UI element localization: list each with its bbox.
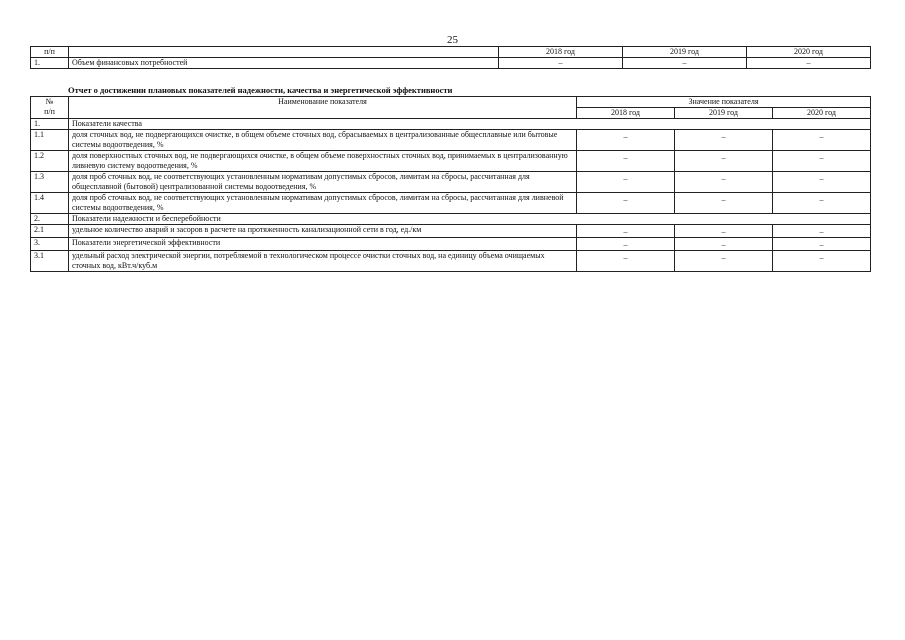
indicator-value: – xyxy=(577,193,675,214)
indicator-value: – xyxy=(773,225,871,238)
row-number: 2. xyxy=(31,214,69,225)
indicator-value: – xyxy=(577,251,675,272)
page-number: 25 xyxy=(447,34,458,46)
col-number-header xyxy=(31,97,69,119)
indicator-value: – xyxy=(577,238,675,251)
finance-col-num: п/п xyxy=(31,47,69,58)
indicator-value: – xyxy=(675,151,773,172)
indicator-value: – xyxy=(773,130,871,151)
finance-row-2020: – xyxy=(747,58,871,69)
indicator-value: – xyxy=(675,238,773,251)
row-number: 1.3 xyxy=(31,172,69,193)
group-heading: Показатели надежности и бесперебойности xyxy=(69,214,871,225)
table-row xyxy=(31,172,871,193)
indicator-name: удельный расход электрической энергии, потребляемой в технологическом процессе очистки сточных вод, на единицу объема очищаемых сточных вод, кВт.ч/куб.м xyxy=(69,251,577,272)
table-row xyxy=(31,251,871,272)
row-number: 2.1 xyxy=(31,225,69,238)
finance-col-name xyxy=(69,47,499,58)
table-row xyxy=(31,238,871,251)
col-year-2019: 2019 год xyxy=(675,108,773,119)
indicator-value: – xyxy=(577,130,675,151)
table-row xyxy=(31,151,871,172)
indicator-value: – xyxy=(773,151,871,172)
table-row xyxy=(31,214,871,225)
indicator-value: – xyxy=(675,193,773,214)
indicator-value: – xyxy=(577,172,675,193)
finance-col-2018: 2018 год xyxy=(499,47,623,58)
group-heading: Показатели качества xyxy=(69,119,871,130)
finance-col-2020: 2020 год xyxy=(747,47,871,58)
indicator-name: доля проб сточных вод, не соответствующих установленным нормативам допустимых сбросов, лимитам на сбросы, рассчитанная для общесплавной (бытовой) централизованной системы водоотведения, % xyxy=(69,172,577,193)
indicators-body xyxy=(31,119,871,272)
col-year-2020: 2020 год xyxy=(773,108,871,119)
indicator-value: – xyxy=(773,193,871,214)
row-number: 1. xyxy=(31,119,69,130)
indicator-name: Показатели энергетической эффективности xyxy=(69,238,577,251)
finance-row-name: Объем финансовых потребностей xyxy=(69,58,499,69)
table-row xyxy=(31,225,871,238)
table-row xyxy=(31,193,871,214)
indicator-value: – xyxy=(773,238,871,251)
indicator-value: – xyxy=(675,251,773,272)
col-number-line1: № xyxy=(45,97,54,106)
row-number: 1.2 xyxy=(31,151,69,172)
col-name-header: Наименование показателя xyxy=(69,97,577,119)
finance-row-2018: – xyxy=(499,58,623,69)
indicator-name: доля поверхностных сточных вод, не подвергающихся очистке, в общем объеме поверхностных сточных вод, принимаемых в централизованную ливневую систему водоотведения, % xyxy=(69,151,577,172)
indicators-header-row xyxy=(31,97,871,108)
col-year-2018: 2018 год xyxy=(577,108,675,119)
report-title: Отчет о достижении плановых показателей надежности, качества и энергетической эффективности xyxy=(68,85,453,95)
indicator-name: доля сточных вод, не подвергающихся очистке, в общем объеме сточных вод, сбрасываемых в централизованные общесплавные или бытовые системы водоотведения, % xyxy=(69,130,577,151)
table-row xyxy=(31,130,871,151)
row-number: 1.1 xyxy=(31,130,69,151)
indicator-value: – xyxy=(773,251,871,272)
indicator-name: доля проб сточных вод, не соответствующих установленным нормативам допустимых сбросов, лимитам на сбросы, рассчитанная для ливневой системы водоотведения, % xyxy=(69,193,577,214)
indicator-name: удельное количество аварий и засоров в расчете на протяженность канализационной сети в год, ед./км xyxy=(69,225,577,238)
table-row xyxy=(31,119,871,130)
row-number: 1.4 xyxy=(31,193,69,214)
finance-row-2019: – xyxy=(623,58,747,69)
indicator-value: – xyxy=(675,130,773,151)
finance-header-row xyxy=(31,47,871,58)
indicator-value: – xyxy=(675,172,773,193)
finance-row xyxy=(31,58,871,69)
indicator-value: – xyxy=(577,151,675,172)
indicators-table xyxy=(30,96,871,272)
row-number: 3.1 xyxy=(31,251,69,272)
finance-table xyxy=(30,46,871,69)
finance-row-num: 1. xyxy=(31,58,69,69)
indicator-value: – xyxy=(577,225,675,238)
finance-col-2019: 2019 год xyxy=(623,47,747,58)
indicator-value: – xyxy=(773,172,871,193)
row-number: 3. xyxy=(31,238,69,251)
indicator-value: – xyxy=(675,225,773,238)
col-number-line2: п/п xyxy=(44,107,55,116)
col-value-header: Значение показателя xyxy=(577,97,871,108)
